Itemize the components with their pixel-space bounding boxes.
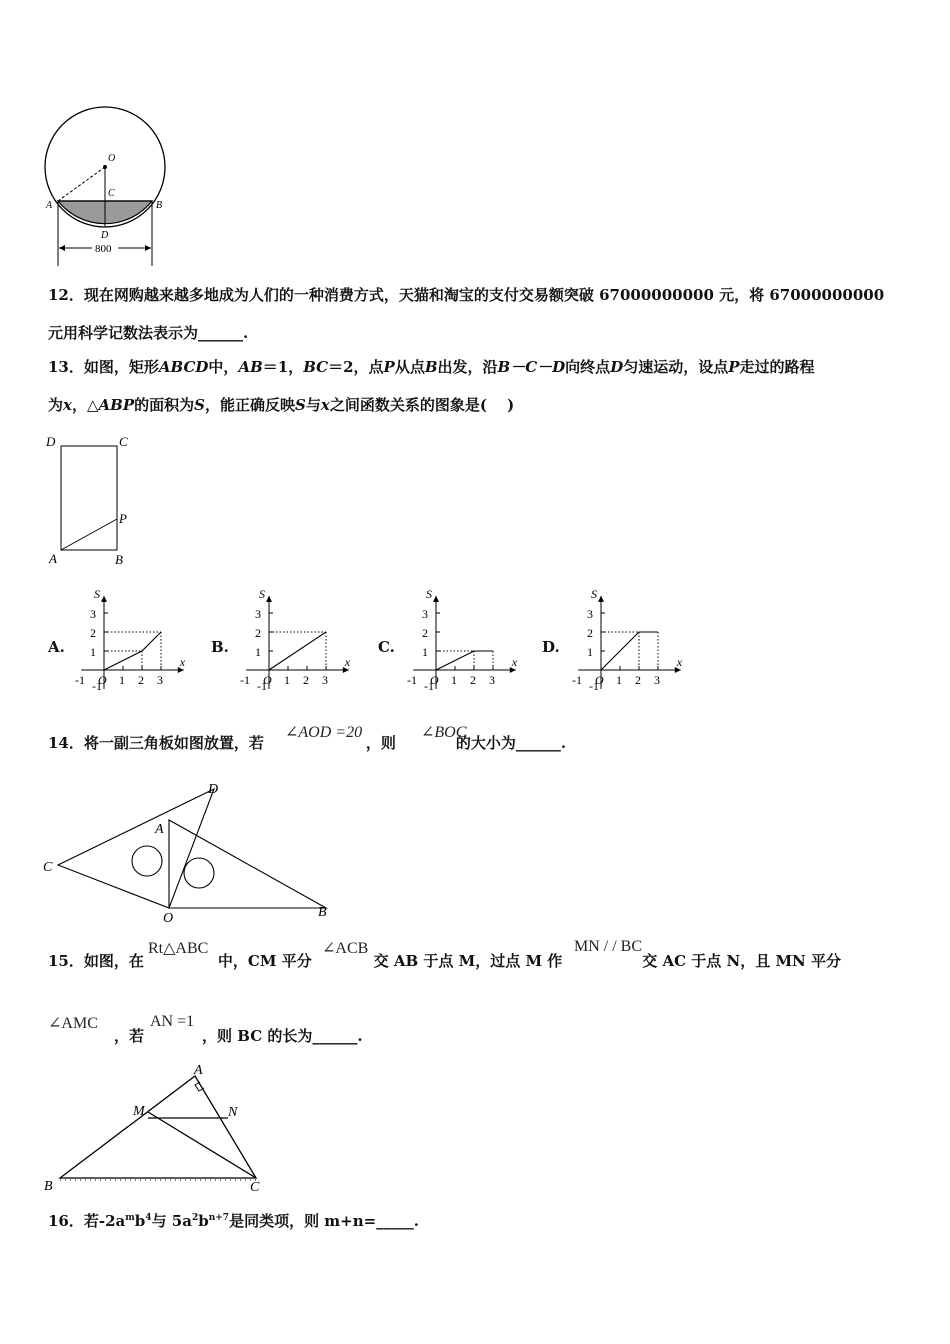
y-tick-label: 2: [90, 626, 96, 640]
q16-t2: 与 5a: [151, 1212, 192, 1230]
tri-label-b: B: [318, 905, 327, 920]
x-tick-label: 3: [654, 673, 660, 687]
q15-m4: ，若: [114, 1027, 145, 1045]
x-tick-label: 1: [451, 673, 457, 687]
q13-abcd: ABCD: [158, 358, 209, 376]
q13-t1: 13．如图，矩形: [48, 358, 159, 376]
q16-pre: 16．若-2a: [48, 1212, 126, 1230]
q16-sup-n7: n+7: [208, 1213, 230, 1223]
q15-formula-amc: ∠AMC: [48, 1015, 98, 1032]
q16-sup-2: 2: [191, 1213, 199, 1223]
q16-sup-4: 4: [145, 1213, 152, 1223]
q16-sup-m: m: [125, 1213, 135, 1223]
x-axis-label: x: [676, 655, 683, 669]
s-axis-label: S: [426, 586, 432, 601]
hole-left: [132, 846, 162, 876]
rectangle-figure: [40, 430, 140, 570]
q13-p2: P: [728, 358, 740, 376]
q13-b: B: [424, 358, 438, 376]
rect-label-b: B: [115, 552, 123, 567]
s-axis-label: S: [591, 586, 597, 601]
q13-t11: ，△: [71, 396, 99, 414]
s-axis-label: S: [259, 586, 265, 601]
tri-label-c: C: [43, 860, 53, 875]
triangle-abc: [60, 1076, 256, 1178]
label-c: C: [108, 188, 115, 199]
q15-formula-mn: MN / / BC: [574, 938, 643, 955]
triangle-abc-figure: [38, 1060, 278, 1195]
q14-pre: 14．将一副三角板如图放置，若: [48, 734, 264, 752]
y-tick-label: 1: [255, 645, 261, 659]
y-tick-label: 3: [90, 607, 96, 621]
dim-arrow-left: [59, 245, 65, 251]
y-tick-label: -1: [589, 679, 599, 693]
x-tick-label: 1: [616, 673, 622, 687]
x-tick-label: 2: [635, 673, 641, 687]
abc-label-c: C: [250, 1180, 260, 1195]
abc-label-n: N: [228, 1105, 238, 1120]
x-axis-label: x: [179, 655, 186, 669]
q13-p: P: [383, 358, 395, 376]
q13-t12: 的面积为: [134, 396, 195, 414]
abc-label-m: M: [133, 1104, 145, 1119]
q13-t3: ＝1，: [262, 358, 304, 376]
label-a: A: [46, 200, 53, 211]
x-tick-label: -1: [572, 673, 582, 687]
q13-bc: BC: [303, 358, 329, 376]
q13-t5: 从点: [394, 358, 425, 376]
q13-t9: 走过的路程: [739, 358, 815, 376]
function-curve: [269, 632, 326, 670]
hole-right: [184, 858, 214, 888]
segment-ap: [61, 519, 117, 550]
function-curve: [601, 632, 658, 670]
x-tick-label: 1: [284, 673, 290, 687]
q13-t8: 匀速运动，设点: [623, 358, 729, 376]
option-a-label[interactable]: A.: [48, 638, 65, 656]
q13-s: S: [194, 396, 205, 414]
x-tick-label: -1: [240, 673, 250, 687]
q13-t6: 出发，沿: [437, 358, 498, 376]
q14-formula-aod: ∠AOD =20: [285, 724, 363, 741]
y-tick-label: -1: [257, 679, 267, 693]
abc-label-b: B: [44, 1179, 53, 1194]
x-axis-label: x: [344, 655, 351, 669]
x-tick-label: O: [263, 673, 272, 687]
radius-oa: [58, 167, 105, 201]
center-dot: [103, 165, 107, 169]
q13-t10: 为: [48, 396, 64, 414]
y-tick-label: 1: [587, 645, 593, 659]
q12-line1: 12．现在网购越来越多地成为人们的一种消费方式，天猫和淘宝的支付交易额突破 67000000000 元，将 67000000000: [48, 286, 885, 304]
q13-d: D: [610, 358, 624, 376]
x-tick-label: O: [595, 673, 604, 687]
x-tick-label: 3: [157, 673, 163, 687]
x-tick-label: 3: [322, 673, 328, 687]
abc-label-a: A: [194, 1063, 203, 1078]
q15-formula-an: AN =1: [150, 1013, 195, 1030]
rect-label-c: C: [119, 434, 128, 449]
y-axis-arrow: [101, 596, 107, 602]
q13-line1: [48, 357, 815, 377]
rect-label-d: D: [46, 434, 56, 449]
label-o: O: [108, 153, 116, 164]
q16-post: 是同类项，则 m+n=_____.: [229, 1212, 419, 1230]
tri-label-d: D: [208, 782, 219, 797]
y-tick-label: 2: [422, 626, 428, 640]
x-tick-label: O: [98, 673, 107, 687]
tri-label-o: O: [163, 911, 174, 925]
y-tick-label: 1: [422, 645, 428, 659]
y-tick-label: -1: [424, 679, 434, 693]
x-axis-label: x: [511, 655, 518, 669]
q16-b2: b: [198, 1212, 209, 1230]
rect-label-p: P: [119, 511, 127, 526]
x-tick-label: O: [430, 673, 439, 687]
q14-post: 的大小为______.: [455, 734, 567, 752]
label-d: D: [101, 230, 109, 241]
q15-m3: 交 AC 于点 N，且 MN 平分: [642, 952, 841, 970]
segment-mc: [148, 1112, 256, 1178]
q13-s2: S: [295, 396, 306, 414]
q15-formula-rt: Rt△ABC: [148, 940, 209, 957]
x-tick-label: 1: [119, 673, 125, 687]
triangle-cod: [58, 789, 214, 908]
y-tick-label: -1: [92, 679, 102, 693]
graph-option-d[interactable]: [565, 580, 685, 700]
label-b: B: [156, 200, 163, 211]
option-c-label[interactable]: C.: [378, 638, 395, 656]
q14-mid: ，则: [365, 734, 396, 752]
y-axis-arrow: [266, 596, 272, 602]
x-tick-label: -1: [407, 673, 417, 687]
q15-post: ，则 BC 的长为______.: [202, 1027, 363, 1045]
triangle-aob: [169, 820, 326, 908]
q12-line2: 元用科学记数法表示为______.: [48, 324, 249, 342]
circle-figure: [38, 100, 178, 270]
dim-label: 800: [95, 243, 112, 255]
s-axis-label: S: [94, 586, 100, 601]
x-tick-label: 3: [489, 673, 495, 687]
y-tick-label: 2: [587, 626, 593, 640]
graph-option-a[interactable]: [68, 580, 188, 700]
q13-x: x: [63, 396, 72, 414]
y-tick-label: 3: [587, 607, 593, 621]
dim-arrow-right: [145, 245, 151, 251]
x-tick-label: 2: [303, 673, 309, 687]
q13-t7: 向终点: [565, 358, 611, 376]
q13-x2: x: [320, 396, 330, 414]
q15-m2: 交 AB 于点 M，过点 M 作: [373, 952, 563, 970]
y-axis-arrow: [433, 596, 439, 602]
option-d-label[interactable]: D.: [542, 638, 560, 656]
q13-t14: 与: [305, 396, 321, 414]
y-tick-label: 3: [255, 607, 261, 621]
q15-m1: 中，CM 平分: [217, 952, 312, 970]
q16-line: [48, 1208, 419, 1231]
q13-t13: ，能正确反映: [204, 396, 295, 414]
x-tick-label: -1: [75, 673, 85, 687]
q13-line2: [48, 395, 514, 415]
function-curve: [436, 651, 493, 670]
q15-formula-acb: ∠ACB: [322, 940, 369, 957]
y-tick-label: 1: [90, 645, 96, 659]
q15-pre: 15．如图，在: [48, 952, 144, 970]
q13-t2: 中，: [208, 358, 239, 376]
graph-option-c[interactable]: [400, 580, 520, 700]
x-tick-label: 2: [470, 673, 476, 687]
q13-abp: ABP: [98, 396, 135, 414]
triangle-boards-figure: [38, 775, 348, 925]
q13-t15: 之间函数关系的图象是( ): [329, 396, 515, 414]
q14-formula-boc: ∠BOC: [421, 724, 467, 741]
x-tick-label: 2: [138, 673, 144, 687]
option-b-label[interactable]: B.: [211, 638, 229, 656]
y-axis-arrow: [598, 596, 604, 602]
graph-option-b[interactable]: [233, 580, 353, 700]
q16-b1: b: [134, 1212, 146, 1230]
q13-t4: ＝2，点: [328, 358, 384, 376]
tri-label-a: A: [155, 822, 164, 837]
y-tick-label: 3: [422, 607, 428, 621]
rect-label-a: A: [49, 551, 57, 566]
y-tick-label: 2: [255, 626, 261, 640]
q13-bcd: B－C－D: [497, 358, 566, 376]
q13-ab: AB: [238, 358, 263, 376]
